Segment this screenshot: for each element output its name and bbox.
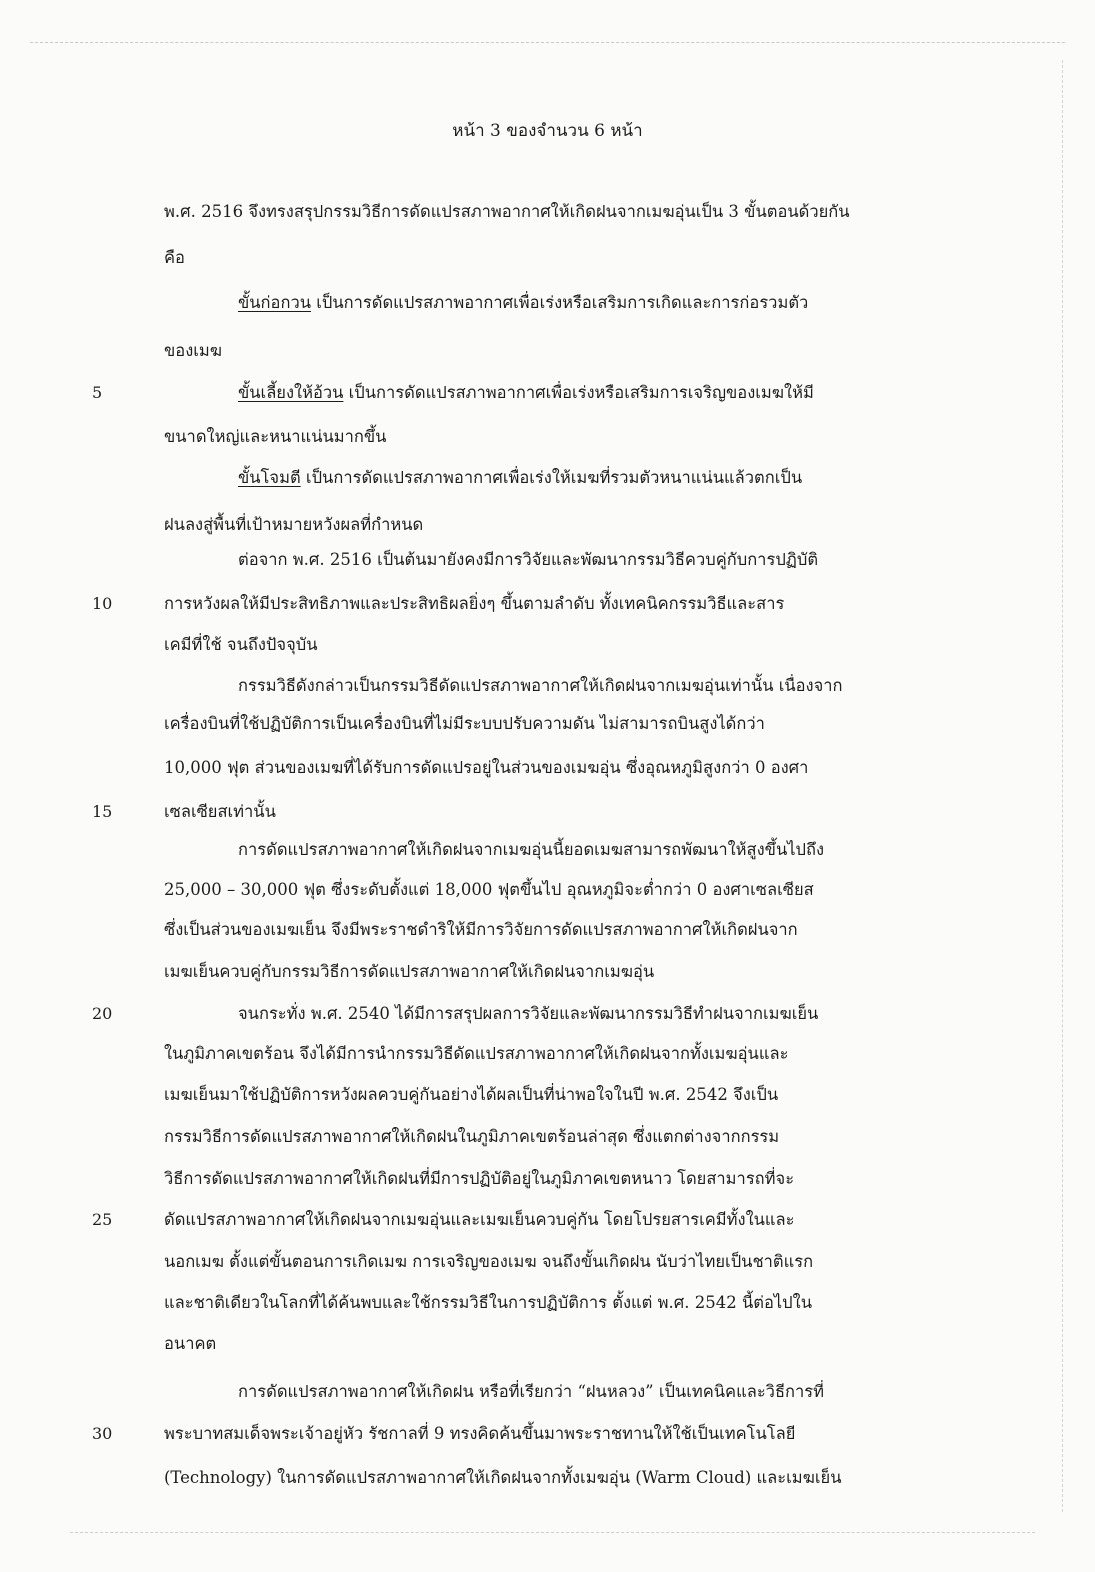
text-line: กรรมวิธีการดัดแปรสภาพอากาศให้เกิดฝนในภูมิภาคเขตร้อนล่าสุด ซึ่งแตกต่างจากกรรม	[164, 1127, 780, 1146]
scan-edge-right	[1062, 60, 1063, 1512]
text-line: ของเมฆ	[164, 341, 223, 360]
text-line: เมฆเย็นมาใช้ปฏิบัติการหวังผลควบคู่กันอย่างได้ผลเป็นที่น่าพอใจในปี พ.ศ. 2542 จึงเป็น	[164, 1085, 779, 1104]
text-line: การหวังผลให้มีประสิทธิภาพและประสิทธิผลยิ่งๆ ขึ้นตามลำดับ ทั้งเทคนิคกรรมวิธีและสาร	[164, 594, 785, 613]
section-term: ขั้นโจมตี	[238, 468, 301, 487]
text-line: ในภูมิภาคเขตร้อน จึงได้มีการนำกรรมวิธีดัดแปรสภาพอากาศให้เกิดฝนจากทั้งเมฆอุ่นและ	[164, 1044, 789, 1063]
text-line: ขั้นโจมตี เป็นการดัดแปรสภาพอากาศเพื่อเร่งให้เมฆที่รวมตัวหนาแน่นแล้วตกเป็น	[238, 468, 803, 487]
text-line: อนาคต	[164, 1334, 217, 1353]
text-line: เมฆเย็นควบคู่กับกรรมวิธีการดัดแปรสภาพอากาศให้เกิดฝนจากเมฆอุ่น	[164, 962, 655, 981]
page-header: หน้า 3 ของจำนวน 6 หน้า	[452, 121, 643, 141]
text-line: (Technology) ในการดัดแปรสภาพอากาศให้เกิดฝนจากทั้งเมฆอุ่น (Warm Cloud) และเมฆเย็น	[164, 1468, 842, 1487]
text-line: ขนาดใหญ่และหนาแน่นมากขึ้น	[164, 427, 387, 446]
scan-edge-top	[30, 42, 1065, 43]
line-number: 20	[92, 1004, 113, 1023]
text-line: การดัดแปรสภาพอากาศให้เกิดฝน หรือที่เรียกว่า “ฝนหลวง” เป็นเทคนิคและวิธีการที่	[238, 1382, 825, 1401]
text-line: วิธีการดัดแปรสภาพอากาศให้เกิดฝนที่มีการปฏิบัติอยู่ในภูมิภาคเขตหนาว โดยสามารถที่จะ	[164, 1169, 795, 1188]
line-number: 30	[92, 1424, 113, 1443]
text-line: ซึ่งเป็นส่วนของเมฆเย็น จึงมีพระราชดำริให้มีการวิจัยการดัดแปรสภาพอากาศให้เกิดฝนจาก	[164, 920, 798, 939]
scan-edge-bottom	[70, 1532, 1035, 1533]
text-line: การดัดแปรสภาพอากาศให้เกิดฝนจากเมฆอุ่นนี้ยอดเมฆสามารถพัฒนาให้สูงขึ้นไปถึง	[238, 840, 825, 859]
text-line: ฝนลงสู่พื้นที่เป้าหมายหวังผลที่กำหนด	[164, 515, 424, 534]
line-number: 15	[92, 802, 113, 821]
section-term: ขั้นเลี้ยงให้อ้วน	[238, 383, 344, 402]
line-number: 5	[92, 383, 103, 402]
text-line: คือ	[164, 248, 185, 267]
text-line: ต่อจาก พ.ศ. 2516 เป็นต้นมายังคงมีการวิจัยและพัฒนากรรมวิธีควบคู่กับการปฏิบัติ	[238, 550, 819, 569]
text-line: เคมีที่ใช้ จนถึงปัจจุบัน	[164, 635, 318, 654]
text-line: เครื่องบินที่ใช้ปฏิบัติการเป็นเครื่องบินที่ไม่มีระบบปรับความดัน ไม่สามารถบินสูงได้กว่า	[164, 714, 765, 733]
section-term: ขั้นก่อกวน	[238, 293, 311, 312]
text-line: พ.ศ. 2516 จึงทรงสรุปกรรมวิธีการดัดแปรสภาพอากาศให้เกิดฝนจากเมฆอุ่นเป็น 3 ขั้นตอนด้วยกัน	[164, 202, 850, 221]
text-line: และชาติเดียวในโลกที่ได้ค้นพบและใช้กรรมวิธีในการปฏิบัติการ ตั้งแต่ พ.ศ. 2542 นี้ต่อไปใน	[164, 1293, 812, 1312]
text-line: ดัดแปรสภาพอากาศให้เกิดฝนจากเมฆอุ่นและเมฆเย็นควบคู่กัน โดยโปรยสารเคมีทั้งในและ	[164, 1210, 795, 1229]
text-line: ขั้นก่อกวน เป็นการดัดแปรสภาพอากาศเพื่อเร่งหรือเสริมการเกิดและการก่อรวมตัว	[238, 293, 809, 312]
text-line: นอกเมฆ ตั้งแต่ขั้นตอนการเกิดเมฆ การเจริญของเมฆ จนถึงขั้นเกิดฝน นับว่าไทยเป็นชาติแรก	[164, 1252, 814, 1271]
text-line: 10,000 ฟุต ส่วนของเมฆที่ได้รับการดัดแปรอยู่ในส่วนของเมฆอุ่น ซึ่งอุณหภูมิสูงกว่า 0 องศา	[164, 758, 809, 777]
line-number: 10	[92, 594, 113, 613]
text-line: 25,000 – 30,000 ฟุต ซึ่งระดับตั้งแต่ 18,000 ฟุตขึ้นไป อุณหภูมิจะต่ำกว่า 0 องศาเซลเซียส	[164, 880, 814, 899]
text-line: ขั้นเลี้ยงให้อ้วน เป็นการดัดแปรสภาพอากาศเพื่อเร่งหรือเสริมการเจริญของเมฆให้มี	[238, 383, 814, 402]
text-line: เซลเซียสเท่านั้น	[164, 802, 276, 821]
text-line: พระบาทสมเด็จพระเจ้าอยู่หัว รัชกาลที่ 9 ทรงคิดค้นขึ้นมาพระราชทานให้ใช้เป็นเทคโนโลยี	[164, 1424, 796, 1443]
text-line: จนกระทั่ง พ.ศ. 2540 ได้มีการสรุปผลการวิจัยและพัฒนากรรมวิธีทำฝนจากเมฆเย็น	[238, 1004, 819, 1023]
line-number: 25	[92, 1210, 113, 1229]
text-line: กรรมวิธีดังกล่าวเป็นกรรมวิธีดัดแปรสภาพอากาศให้เกิดฝนจากเมฆอุ่นเท่านั้น เนื่องจาก	[238, 676, 843, 695]
